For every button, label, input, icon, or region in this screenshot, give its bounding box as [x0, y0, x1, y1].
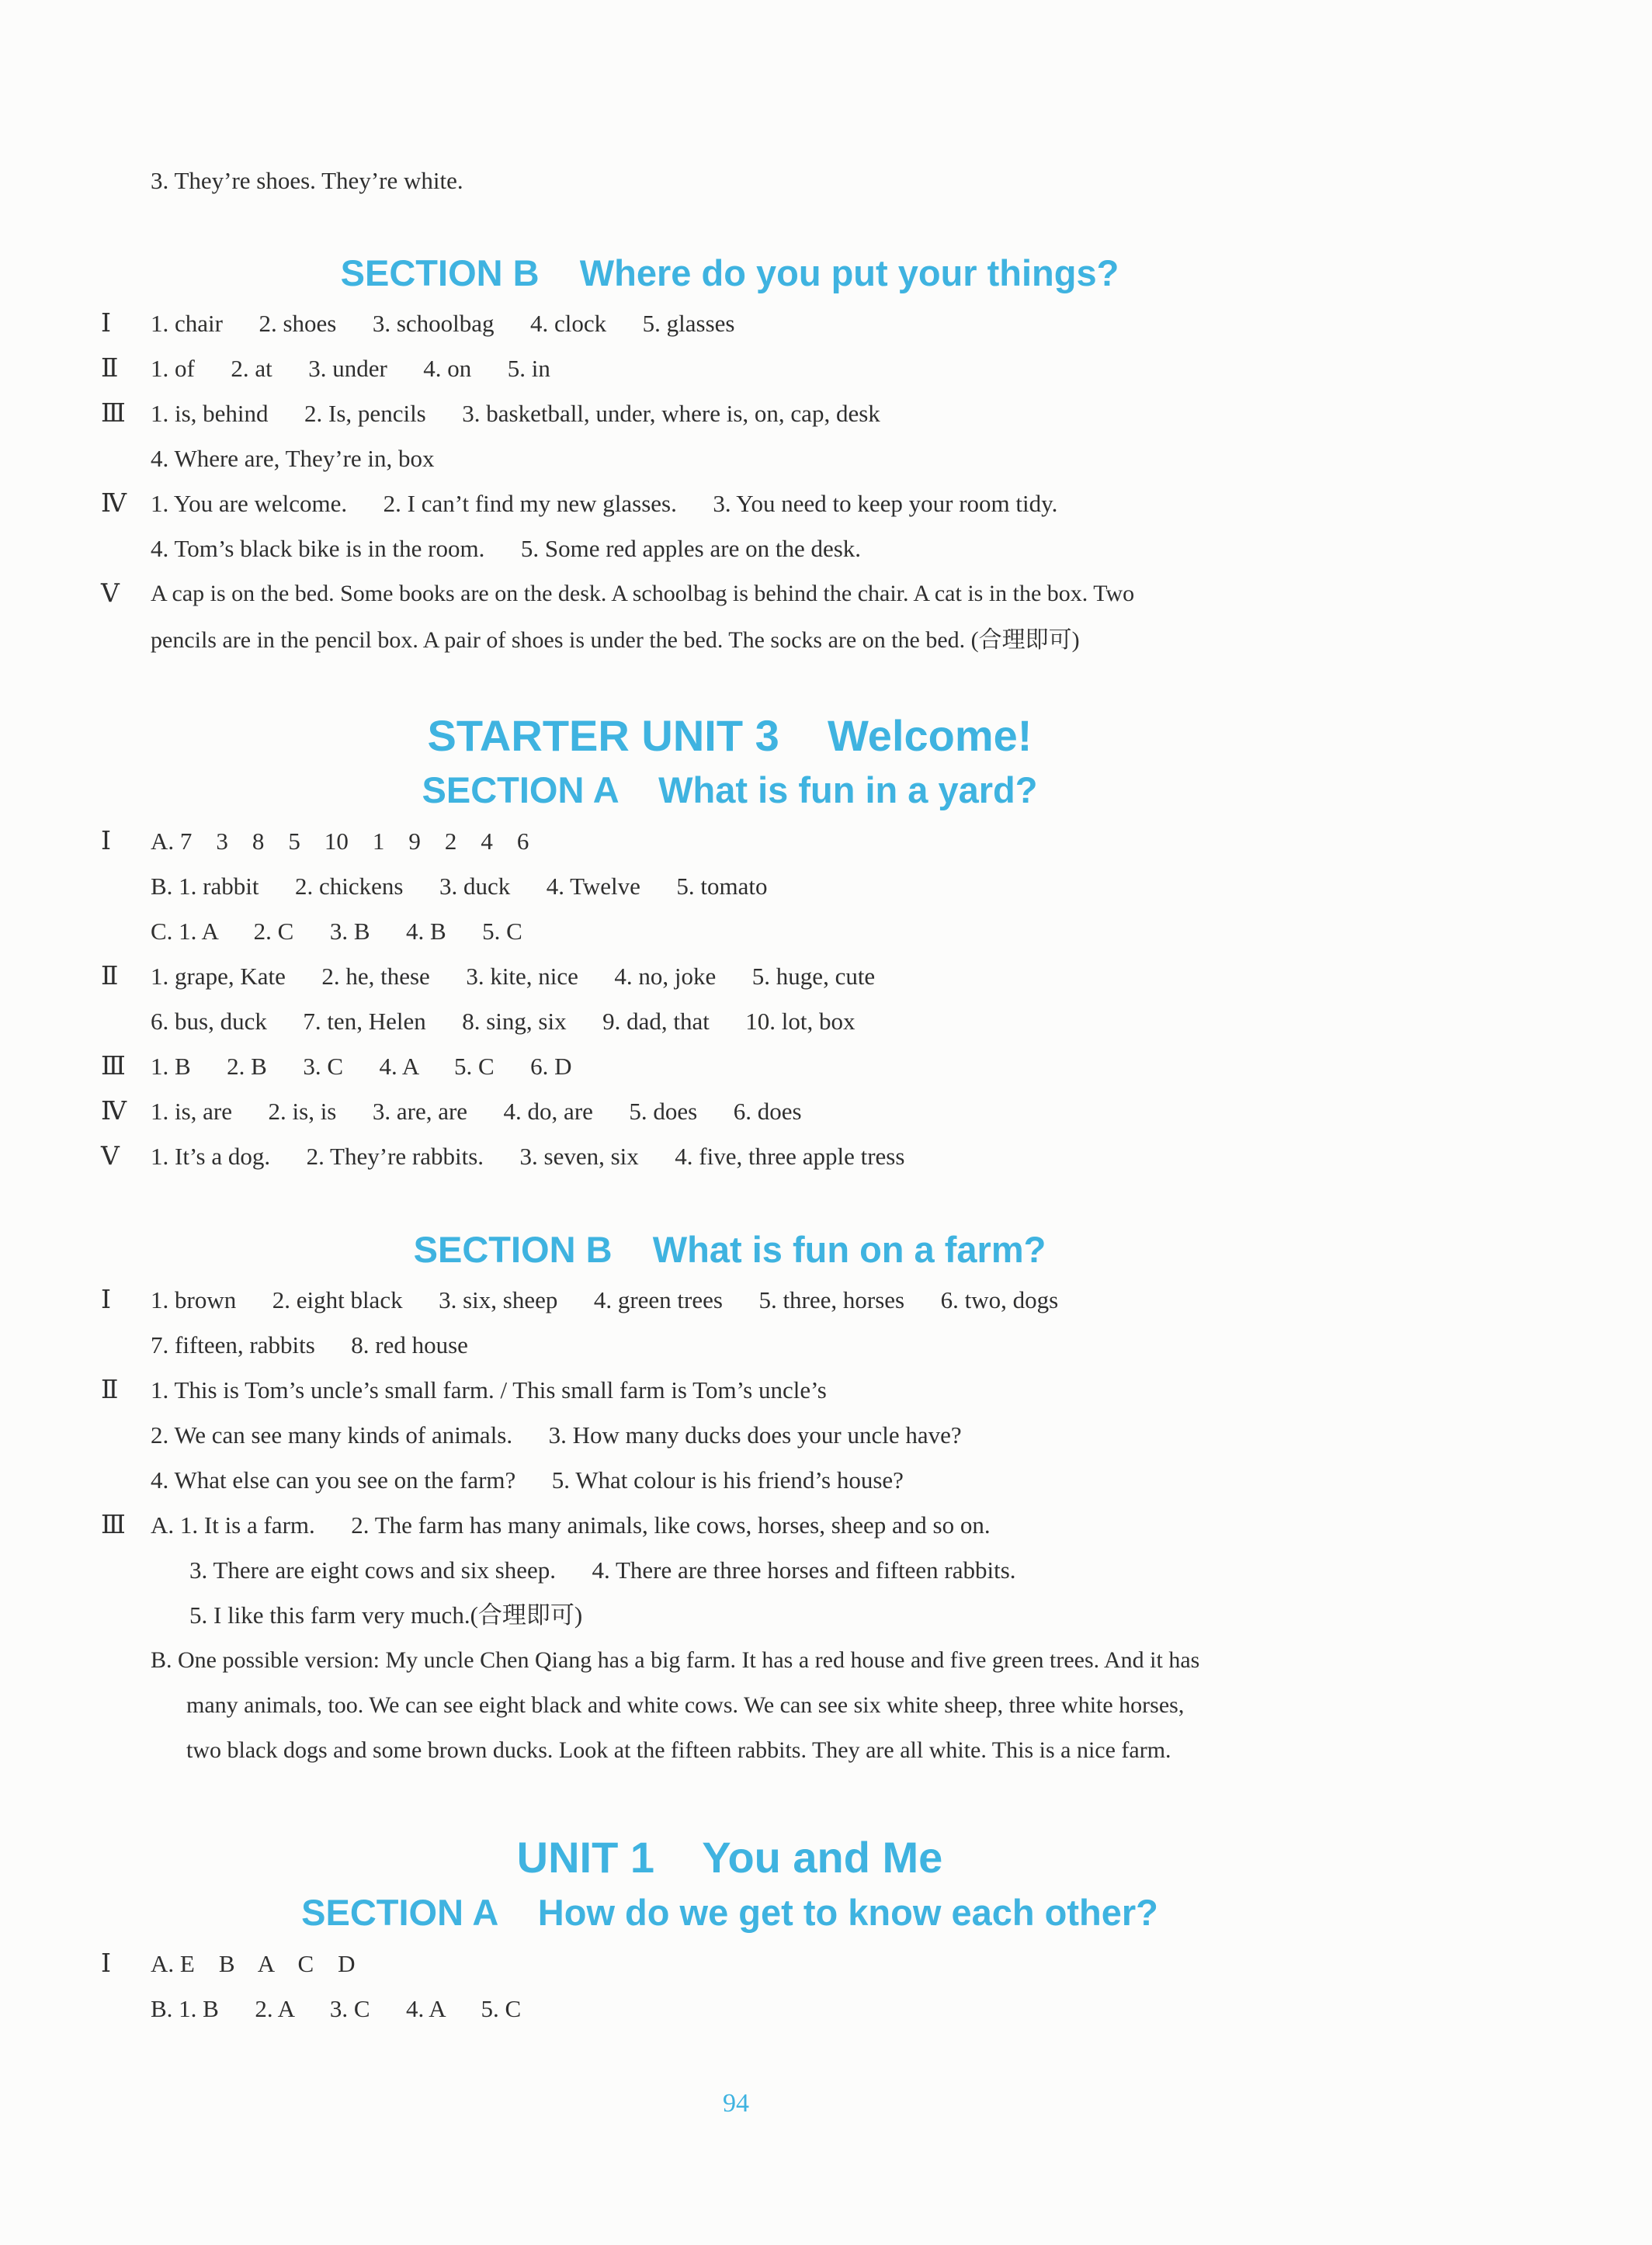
answer-line: 1. grape, Kate 2. he, these 3. kite, nice 4. no, joke 5. huge, cute	[151, 963, 876, 990]
roman-numeral: Ⅰ	[101, 1950, 112, 1978]
answer-line: 3. There are eight cows and six sheep. 4. There are three horses and fifteen rabbits.	[189, 1556, 1016, 1584]
answer-line: 1. B 2. B 3. C 4. A 5. C 6. D	[151, 1053, 572, 1080]
section-heading: SECTION A What is fun in a yard?	[422, 769, 1038, 810]
answer-line: pencils are in the pencil box. A pair of shoes is under the bed. The socks are on the bed. (合理即可)	[151, 627, 1080, 653]
answer-line: A. 7 3 8 5 10 1 9 2 4 6	[151, 828, 529, 855]
section-heading: SECTION A How do we get to know each other?	[301, 1892, 1158, 1933]
answer-line: 4. What else can you see on the farm? 5. What colour is his friend’s house?	[151, 1466, 904, 1494]
answer-line: many animals, too. We can see eight black and white cows. We can see six white sheep, three white horses,	[186, 1692, 1185, 1718]
roman-numeral: Ⅱ	[101, 355, 119, 383]
answer-line: 7. fifteen, rabbits 8. red house	[151, 1331, 468, 1358]
roman-numeral: Ⅲ	[101, 1511, 126, 1539]
answer-line: 4. Where are, They’re in, box	[151, 445, 435, 472]
page-number: 94	[723, 2089, 749, 2118]
answer-line: 2. We can see many kinds of animals. 3. How many ducks does your uncle have?	[151, 1421, 962, 1449]
roman-numeral: Ⅱ	[101, 963, 119, 991]
answer-line: 1. chair 2. shoes 3. schoolbag 4. clock 5. glasses	[151, 310, 735, 337]
answer-line: 5. I like this farm very much.(合理即可)	[189, 1601, 583, 1629]
unit-title: STARTER UNIT 3 Welcome!	[427, 711, 1032, 760]
roman-numeral: Ⅲ	[101, 400, 126, 428]
roman-numeral: Ⅱ	[101, 1376, 119, 1404]
roman-numeral: Ⅳ	[101, 1098, 127, 1126]
answer-line: 3. They’re shoes. They’re white.	[151, 167, 463, 194]
answer-line: 1. brown 2. eight black 3. six, sheep 4. green trees 5. three, horses 6. two, dogs	[151, 1286, 1059, 1313]
roman-numeral: Ⅲ	[101, 1053, 126, 1081]
answer-line: A. E B A C D	[151, 1950, 356, 1977]
section-heading: SECTION B What is fun on a farm?	[413, 1229, 1046, 1270]
answer-line: 1. This is Tom’s uncle’s small farm. / This small farm is Tom’s uncle’s	[151, 1376, 827, 1404]
roman-numeral: Ⅴ	[101, 580, 120, 608]
answer-line: 1. is, behind 2. Is, pencils 3. basketball, under, where is, on, cap, desk	[151, 400, 880, 427]
answer-line: 1. is, are 2. is, is 3. are, are 4. do, are 5. does 6. does	[151, 1098, 802, 1125]
answer-line: C. 1. A 2. C 3. B 4. B 5. C	[151, 918, 522, 945]
answer-line: B. 1. B 2. A 3. C 4. A 5. C	[151, 1995, 522, 2022]
roman-numeral: Ⅳ	[101, 490, 127, 518]
answer-line: A. 1. It is a farm. 2. The farm has many animals, like cows, horses, sheep and so on.	[151, 1511, 991, 1539]
roman-numeral: Ⅰ	[101, 828, 112, 855]
answer-line: 6. bus, duck 7. ten, Helen 8. sing, six 9. dad, that 10. lot, box	[151, 1008, 856, 1035]
answer-line: B. One possible version: My uncle Chen Qiang has a big farm. It has a red house and five green trees. And it has	[151, 1647, 1200, 1673]
answer-line: A cap is on the bed. Some books are on the desk. A schoolbag is behind the chair. A cat is in the box. Two	[151, 581, 1135, 606]
answer-line: 1. It’s a dog. 2. They’re rabbits. 3. seven, six 4. five, three apple tress	[151, 1143, 905, 1170]
answer-line: 1. of 2. at 3. under 4. on 5. in	[151, 355, 550, 382]
section-heading: SECTION B Where do you put your things?	[340, 252, 1119, 293]
unit-title: UNIT 1 You and Me	[516, 1833, 943, 1882]
roman-numeral: Ⅰ	[101, 1286, 112, 1314]
answer-line: B. 1. rabbit 2. chickens 3. duck 4. Twelve 5. tomato	[151, 873, 768, 900]
roman-numeral: Ⅰ	[101, 310, 112, 338]
roman-numeral: Ⅴ	[101, 1143, 120, 1171]
answer-line: 4. Tom’s black bike is in the room. 5. Some red apples are on the desk.	[151, 535, 862, 562]
answer-line: two black dogs and some brown ducks. Look at the fifteen rabbits. They are all white. This is a nice farm.	[186, 1737, 1171, 1763]
answer-line: 1. You are welcome. 2. I can’t find my new glasses. 3. You need to keep your room tidy.	[151, 490, 1058, 517]
